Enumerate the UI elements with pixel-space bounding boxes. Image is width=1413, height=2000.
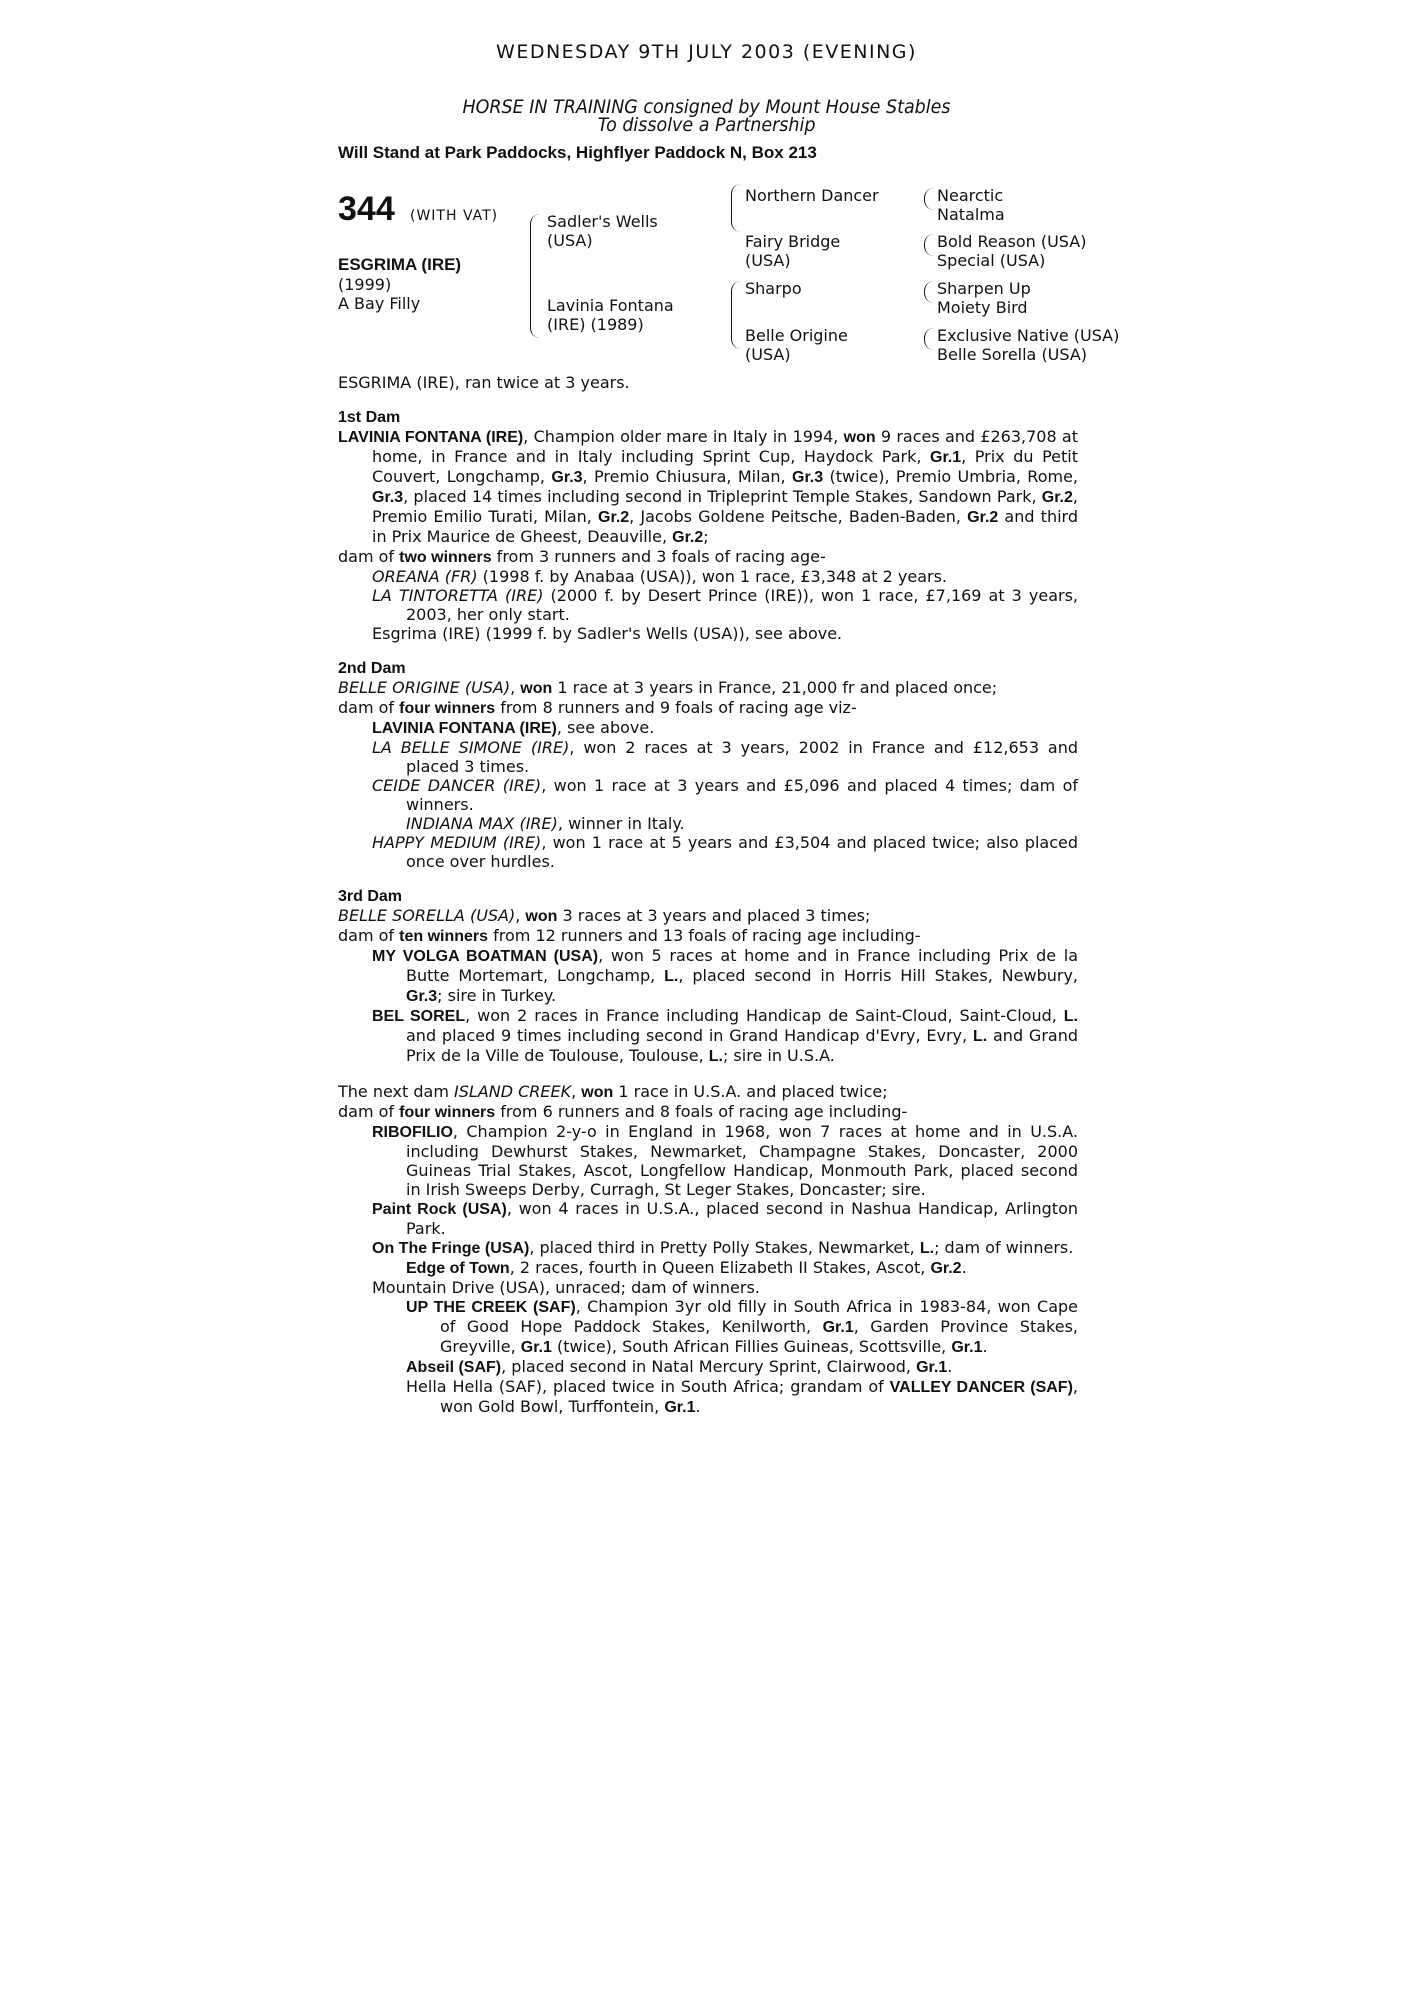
- produce-item: RIBOFILIO, Champion 2-y-o in England in 1968, won 7 races at home and in U.S.A. including Dewhurst Stakes, Newmarket, Champagne Stakes, Doncaster, 2000 Guineas Trial Stakes, Ascot, Longfellow Handicap, Monmouth Park, placed second in Irish Sweeps Derby, Curragh, St Leger Stakes, Doncaster; sire.: [372, 1122, 1078, 1199]
- dam-produce-line: dam of two winners from 3 runners and 3 foals of racing age-: [338, 547, 826, 566]
- pedigree-ggp: Moiety Bird: [937, 298, 1028, 317]
- produce-item: Edge of Town, 2 races, fourth in Queen Elizabeth II Stakes, Ascot, Gr.2.: [406, 1258, 967, 1277]
- consignment-subline: To dissolve a Partnership: [597, 114, 816, 136]
- horse-name: ESGRIMA (IRE): [338, 255, 462, 274]
- horse-description: A Bay Filly: [338, 294, 421, 313]
- third-dam-heading: 3rd Dam: [338, 888, 403, 905]
- pedigree-brace: [924, 281, 935, 303]
- pedigree-ggp: Exclusive Native (USA): [937, 326, 1120, 345]
- consignment-line: HORSE IN TRAINING consigned by Mount House Stables: [462, 96, 951, 118]
- produce-item: CEIDE DANCER (IRE), won 1 race at 3 years and £5,096 and placed 4 times; dam of winners.: [372, 776, 1078, 814]
- third-dam-record: BELLE SORELLA (USA), won 3 races at 3 years and placed 3 times;: [338, 906, 871, 925]
- produce-item: Esgrima (IRE) (1999 f. by Sadler's Wells (USA)), see above.: [372, 624, 843, 643]
- lot-number: 344: [338, 190, 395, 228]
- second-dam-record: BELLE ORIGINE (USA), won 1 race at 3 years in France, 21,000 fr and placed once;: [338, 678, 998, 697]
- pedigree-sire-dam: Fairy Bridge (USA): [745, 232, 841, 270]
- produce-item: BEL SOREL, won 2 races in France including Handicap de Saint-Cloud, Saint-Cloud, L. and placed 9 times including second in Grand Handicap d'Evry, Evry, L. and Grand Prix de la Ville de Toulouse, Toulouse, L.; sire in U.S.A.: [372, 1006, 1078, 1065]
- pedigree-ggp: Belle Sorella (USA): [937, 345, 1088, 364]
- produce-item: Abseil (SAF), placed second in Natal Mercury Sprint, Clairwood, Gr.1.: [406, 1357, 953, 1376]
- foaling-year: (1999): [338, 275, 392, 294]
- race-summary: ESGRIMA (IRE), ran twice at 3 years.: [338, 373, 630, 392]
- pedigree-brace: [924, 328, 935, 350]
- produce-item: INDIANA MAX (IRE), winner in Italy.: [406, 814, 685, 833]
- first-dam-heading: 1st Dam: [338, 409, 401, 426]
- produce-item: HAPPY MEDIUM (IRE), won 1 race at 5 years and £3,504 and placed twice; also placed once over hurdles.: [372, 833, 1079, 871]
- pedigree-dam-sire: Sharpo: [745, 279, 802, 298]
- dam-record: LAVINIA FONTANA (IRE), Champion older mare in Italy in 1994, won 9 races and £263,708 at home, in France and in Italy including Sprint Cup, Haydock Park, Gr.1, Prix du Petit Couvert, Longchamp, Gr.3, Premio Chiusura, Milan, Gr.3 (twice), Premio Umbria, Rome, Gr.3, placed 14 times including second in Tripleprint Temple Stakes, Sandown Park, Gr.2, Premio Emilio Turati, Milan, Gr.2, Jacobs Goldene Peitsche, Baden-Baden, Gr.2 and third in Prix Maurice de Gheest, Deauville, Gr.2;: [338, 427, 1079, 546]
- consignment-info: [0, 98, 1413, 134]
- vat-note: (WITH VAT): [410, 208, 499, 224]
- produce-item: Mountain Drive (USA), unraced; dam of winners.: [372, 1278, 760, 1297]
- sale-date: WEDNESDAY 9TH JULY 2003 (EVENING): [496, 41, 917, 63]
- pedigree-sire-sire: Northern Dancer: [745, 186, 879, 205]
- second-dam-heading: 2nd Dam: [338, 660, 406, 677]
- pedigree-ggp: Natalma: [937, 205, 1005, 224]
- produce-item: UP THE CREEK (SAF), Champion 3yr old filly in South Africa in 1983-84, won Cape of Good Hope Paddock Stakes, Kenilworth, Gr.1, Garden Province Stakes, Greyville, Gr.1 (twice), South African Fillies Guineas, Scottsville, Gr.1.: [406, 1297, 1078, 1356]
- next-dam-record: The next dam ISLAND CREEK, won 1 race in U.S.A. and placed twice;: [338, 1082, 888, 1101]
- pedigree-sire: Sadler's Wells (USA): [547, 212, 658, 250]
- second-dam-produce-line: dam of four winners from 8 runners and 9 foals of racing age viz-: [338, 698, 857, 717]
- pedigree-ggp: Special (USA): [937, 251, 1046, 270]
- pedigree-dam-dam: Belle Origine (USA): [745, 326, 848, 364]
- produce-item: LA TINTORETTA (IRE) (2000 f. by Desert Prince (IRE)), won 1 race, £7,169 at 3 years, 2003, her only start.: [372, 586, 1079, 624]
- pedigree-brace: [530, 214, 541, 338]
- produce-item: Paint Rock (USA), won 4 races in U.S.A., placed second in Nashua Handicap, Arlington Park.: [372, 1199, 1078, 1238]
- pedigree-ggp: Sharpen Up: [937, 279, 1031, 298]
- produce-item: LA BELLE SIMONE (IRE), won 2 races at 3 years, 2002 in France and £12,653 and placed 3 times.: [372, 738, 1079, 776]
- pedigree-brace: [731, 281, 742, 349]
- stand-location: Will Stand at Park Paddocks, Highflyer Paddock N, Box 213: [338, 143, 817, 162]
- third-dam-produce-line: dam of ten winners from 12 runners and 13 foals of racing age including-: [338, 926, 921, 945]
- produce-item: On The Fringe (USA), placed third in Pretty Polly Stakes, Newmarket, L.; dam of winners.: [372, 1238, 1074, 1257]
- produce-item: OREANA (FR) (1998 f. by Anabaa (USA)), won 1 race, £3,348 at 2 years.: [372, 567, 947, 586]
- pedigree-brace: [924, 188, 935, 210]
- pedigree-ggp: Nearctic: [937, 186, 1004, 205]
- pedigree-dam: Lavinia Fontana (IRE) (1989): [547, 296, 674, 334]
- pedigree-ggp: Bold Reason (USA): [937, 232, 1087, 251]
- next-dam-produce-line: dam of four winners from 6 runners and 8 foals of racing age including-: [338, 1102, 908, 1121]
- produce-item: LAVINIA FONTANA (IRE), see above.: [372, 718, 655, 737]
- produce-item: MY VOLGA BOATMAN (USA), won 5 races at home and in France including Prix de la Butte Mortemart, Longchamp, L., placed second in Horris Hill Stakes, Newbury, Gr.3; sire in Turkey.: [372, 946, 1079, 1005]
- produce-item: Hella Hella (SAF), placed twice in South Africa; grandam of VALLEY DANCER (SAF), won Gold Bowl, Turffontein, Gr.1.: [406, 1377, 1078, 1416]
- pedigree-brace: [731, 184, 742, 232]
- catalogue-body: [338, 373, 1078, 1417]
- pedigree-brace: [924, 234, 935, 256]
